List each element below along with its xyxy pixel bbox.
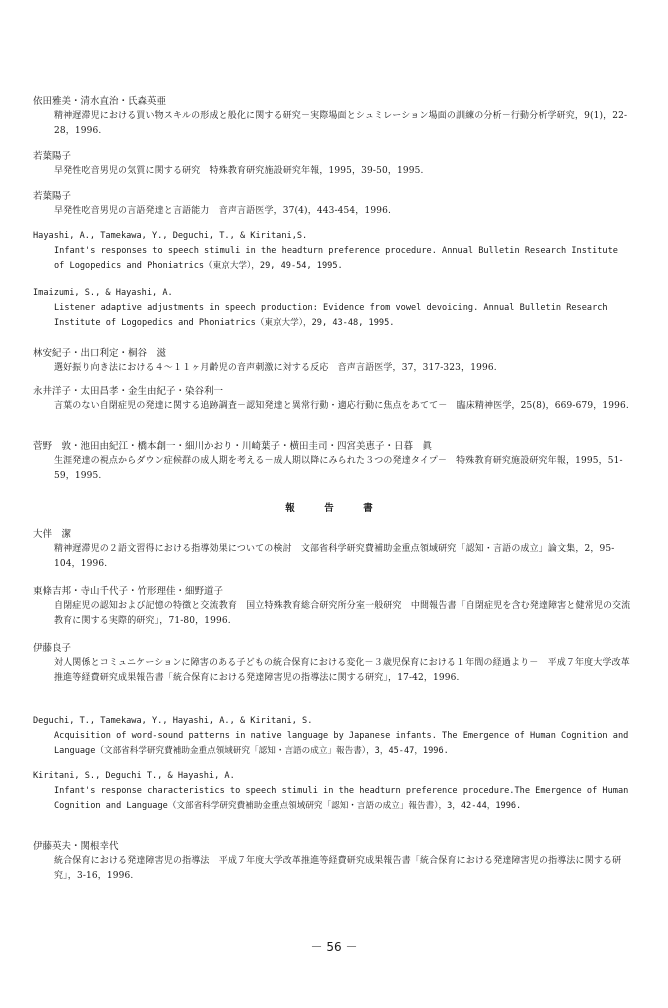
entry-authors: 若葉陽子 [33,151,72,162]
entry-authors: 東條吉邦・寺山千代子・竹形理佳・細野道子 [33,586,224,597]
entry-citation: 生涯発達の視点からダウン症候群の成人期を考える－成人期以降にみられた３つの発達タイプ－ 特殊教育研究施設研究年報，1995，51-59，1995. [54,456,623,481]
reference-entry [33,385,633,414]
reference-entry [33,150,633,179]
reference-entry [33,287,633,331]
entry-citation: 対人関係とコミュニケーションに障害のある子どもの統合保育における変化－３歳児保育における１年間の経過より－ 平成７年度大学改革推進等経費研究成果報告書「統合保育における発達障害児の指導法に関する研究」，17-42，1996. [54,658,630,683]
entry-authors: 林安紀子・出口利定・桐谷 滋 [33,348,167,359]
entry-authors: Kiritani, S., Deguchi T., & Hayashi, A. [33,771,235,781]
entry-authors: Imaizumi, S., & Hayashi, A. [33,288,173,298]
entry-citation: 精神遅滞児の２語文習得における指導効果についての検討 文部省科学研究費補助金重点領域研究「認知・言語の成立」論文集，2，95-104，1996. [54,544,615,569]
entry-citation: 選好振り向き法における４～１１ヶ月齢児の音声刺激に対する反応 音声言語医学，37，317-323，1996. [54,363,497,373]
entry-authors: 菅野 敦・池田由紀江・橋本創一・細川かおり・川崎葉子・横田圭司・四宮美恵子・日暮 眞 [33,441,433,452]
reference-entry [33,528,633,572]
entry-authors: 大伴 潔 [33,529,72,540]
reference-entry [33,440,633,484]
entry-authors: 伊藤良子 [33,643,72,654]
page-number: － 56 － [310,940,358,954]
entry-authors: Hayashi, A., Tamekawa, Y., Deguchi, T., & Kiritani,S. [33,231,308,241]
reference-entry [33,840,633,884]
entry-authors: 永井洋子・太田昌孝・金生由紀子・染谷利一 [33,386,224,397]
reference-entry [33,715,633,759]
reference-entry [33,230,633,274]
entry-authors: Deguchi, T., Tamekawa, Y., Hayashi, A., & Kiritani, S. [33,716,313,726]
entry-authors: 依田雅美・清水直治・氏森英亜 [33,96,167,107]
entry-citation: 早発性吃音男児の言語発達と言語能力 音声言語医学，37(4)，443-454，1996. [54,206,391,216]
entry-citation: 統合保育における発達障害児の指導法 平成７年度大学改革推進等経費研究成果報告書「統合保育における発達障害児の指導法に関する研究」，3-16，1996. [54,856,622,881]
entry-citation: 精神遅滞児における買い物スキルの形成と般化に関する研究－実際場面とシュミレーション場面の訓練の分析－行動分析学研究，9(1)，22-28，1996. [54,111,628,136]
entry-citation: Listener adaptive adjustments in speech production: Evidence from vowel devoicing. Annual Bulletin Research Institute of Logopedics and Phoniatrics（東京大学），29, 43-48, 1995. [54,303,608,328]
entry-citation: 早発性吃音男児の気質に関する研究 特殊教育研究施設研究年報，1995，39-50，1995. [54,166,424,176]
reference-entry [33,95,633,139]
entry-citation: 言葉のない自閉症児の発達に関する追跡調査－認知発達と異常行動・適応行動に焦点をあてて－ 臨床精神医学，25(8)，669-679，1996. [54,401,629,411]
entry-citation: Infant's responses to speech stimuli in the headturn preference procedure. Annual Bulletin Research Institute of Logopedics and Phoniatrics（東京大学），29, 49-54, 1995. [54,246,618,271]
reference-entry [33,585,633,629]
entry-citation: Acquisition of word-sound patterns in native language by Japanese infants. The Emergence of Human Cognition and Language（文部省科学研究費補助金重点領域研究「認知・言語の成立」報告書），3，45-47，1996. [54,731,629,756]
reference-entry [33,190,633,219]
entry-authors: 伊藤英夫・関根幸代 [33,841,119,852]
entry-citation: Infant's response characteristics to speech stimuli in the headturn preference procedure.The Emergence of Human Cognition and Language（文部省科学研究費補助金重点領域研究「認知・言語の成立」報告書），3，42-44，1996. [54,786,629,811]
reference-entry [33,770,633,814]
section-heading: 報 告 書 [285,503,383,514]
entry-citation: 自閉症児の認知および記憶の特徴と交流教育 国立特殊教育総合研究所分室一般研究 中間報告書「自閉症児を含む発達障害と健常児の交流教育に関する実際的研究」，71-80，1996. [54,601,631,626]
reference-entry [33,347,633,376]
reference-entry [33,642,633,686]
entry-authors: 若葉陽子 [33,191,72,202]
